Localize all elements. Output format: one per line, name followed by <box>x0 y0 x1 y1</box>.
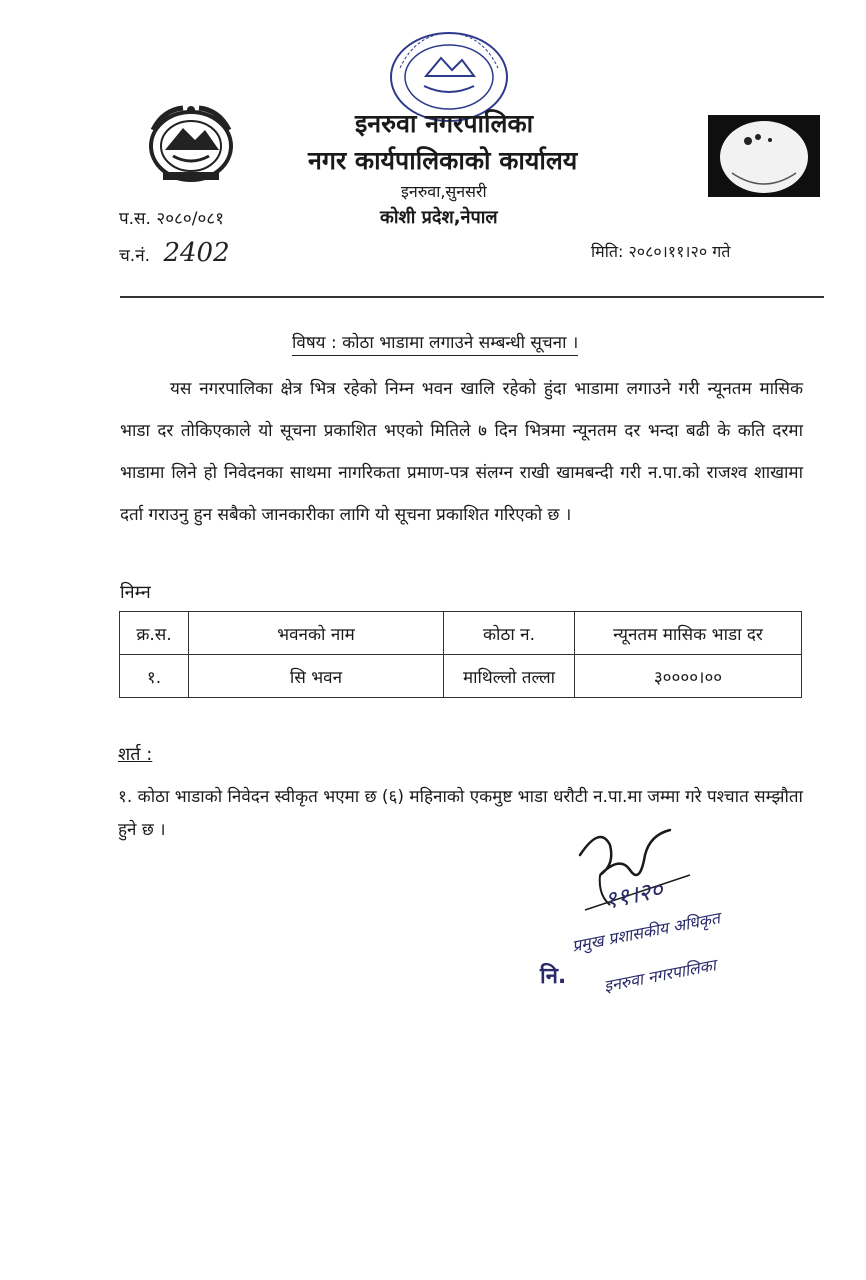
building-rent-table <box>119 611 802 698</box>
municipality-logo-icon <box>708 115 820 197</box>
notice-subject: विषय : कोठा भाडामा लगाउने सम्बन्धी सूचना । <box>292 330 578 356</box>
condition-item: १. कोठा भाडाको निवेदन स्वीकृत भएमा छ (६) महिनाको एकमुष्ट भाडा धरौटी न.पा.मा जम्मा गरे पश्चात सम्झौता हुने छ । <box>118 787 803 840</box>
conditions-label: शर्त : <box>118 744 153 765</box>
table-caption: निम्न <box>120 582 151 603</box>
table-cell: १. <box>120 655 189 698</box>
column-header: कोठा न. <box>444 612 575 655</box>
municipality-logo-image <box>708 115 820 197</box>
column-header: भवनको नाम <box>189 612 444 655</box>
column-header: न्यूनतम मासिक भाडा दर <box>575 612 802 655</box>
officer-office: इनरुवा नगरपालिका <box>602 955 718 996</box>
officer-mark: नि. <box>540 964 567 989</box>
notice-body-text: यस नगरपालिका क्षेत्र भित्र रहेको निम्न भवन खालि रहेको हुंदा भाडामा लगाउने गरी न्यूनतम मासिक भाडा दर तोकिएकाले यो सूचना प्रकाशित भएको मितिले ७ दिन भित्रमा न्यूनतम दर भन्दा बढी के कति दरमा भाडामा लिने हो निवेदनका साथमा नागरिकता प्रमाण-पत्र संलग्न राखी खामबन्दी गरी न.पा.को राजश्व शाखामा दर्ता गराउनु हुन सबैको जानकारीका लागि यो सूचना प्रकाशित गरिएको छ । <box>120 379 803 525</box>
dispatch-value: 2402 <box>163 238 230 268</box>
notice-body <box>120 368 803 536</box>
signature-date: ११।२० <box>601 875 666 915</box>
table-cell: माथिल्लो तल्ला <box>444 655 575 698</box>
letter-date: मिति: २०८०।११।२० गते <box>591 242 731 261</box>
address-province: कोशी प्रदेश,नेपाल <box>380 207 498 228</box>
nepal-emblem-icon <box>143 100 239 186</box>
officer-title: प्रमुख प्रशासकीय अधिकृत <box>570 908 722 956</box>
column-header: क्र.स. <box>120 612 189 655</box>
dispatch-number <box>119 238 230 268</box>
header-divider <box>120 296 824 298</box>
table-header-row <box>120 612 802 655</box>
table-cell: सि भवन <box>189 655 444 698</box>
office-subtitle: नगर कार्यपालिकाको कार्यालय <box>308 146 578 175</box>
officer-stamp <box>540 908 760 1010</box>
table-row <box>120 655 802 698</box>
dispatch-label: च.नं. <box>119 246 151 266</box>
table-cell: ३००००।०० <box>575 655 802 698</box>
reference-label: प.स. <box>119 209 151 229</box>
reference-number <box>119 206 224 229</box>
reference-value: २०८०/०८१ <box>156 209 224 229</box>
address-district: इनरुवा,सुनसरी <box>401 182 487 201</box>
office-name: इनरुवा नगरपालिका <box>355 109 534 138</box>
